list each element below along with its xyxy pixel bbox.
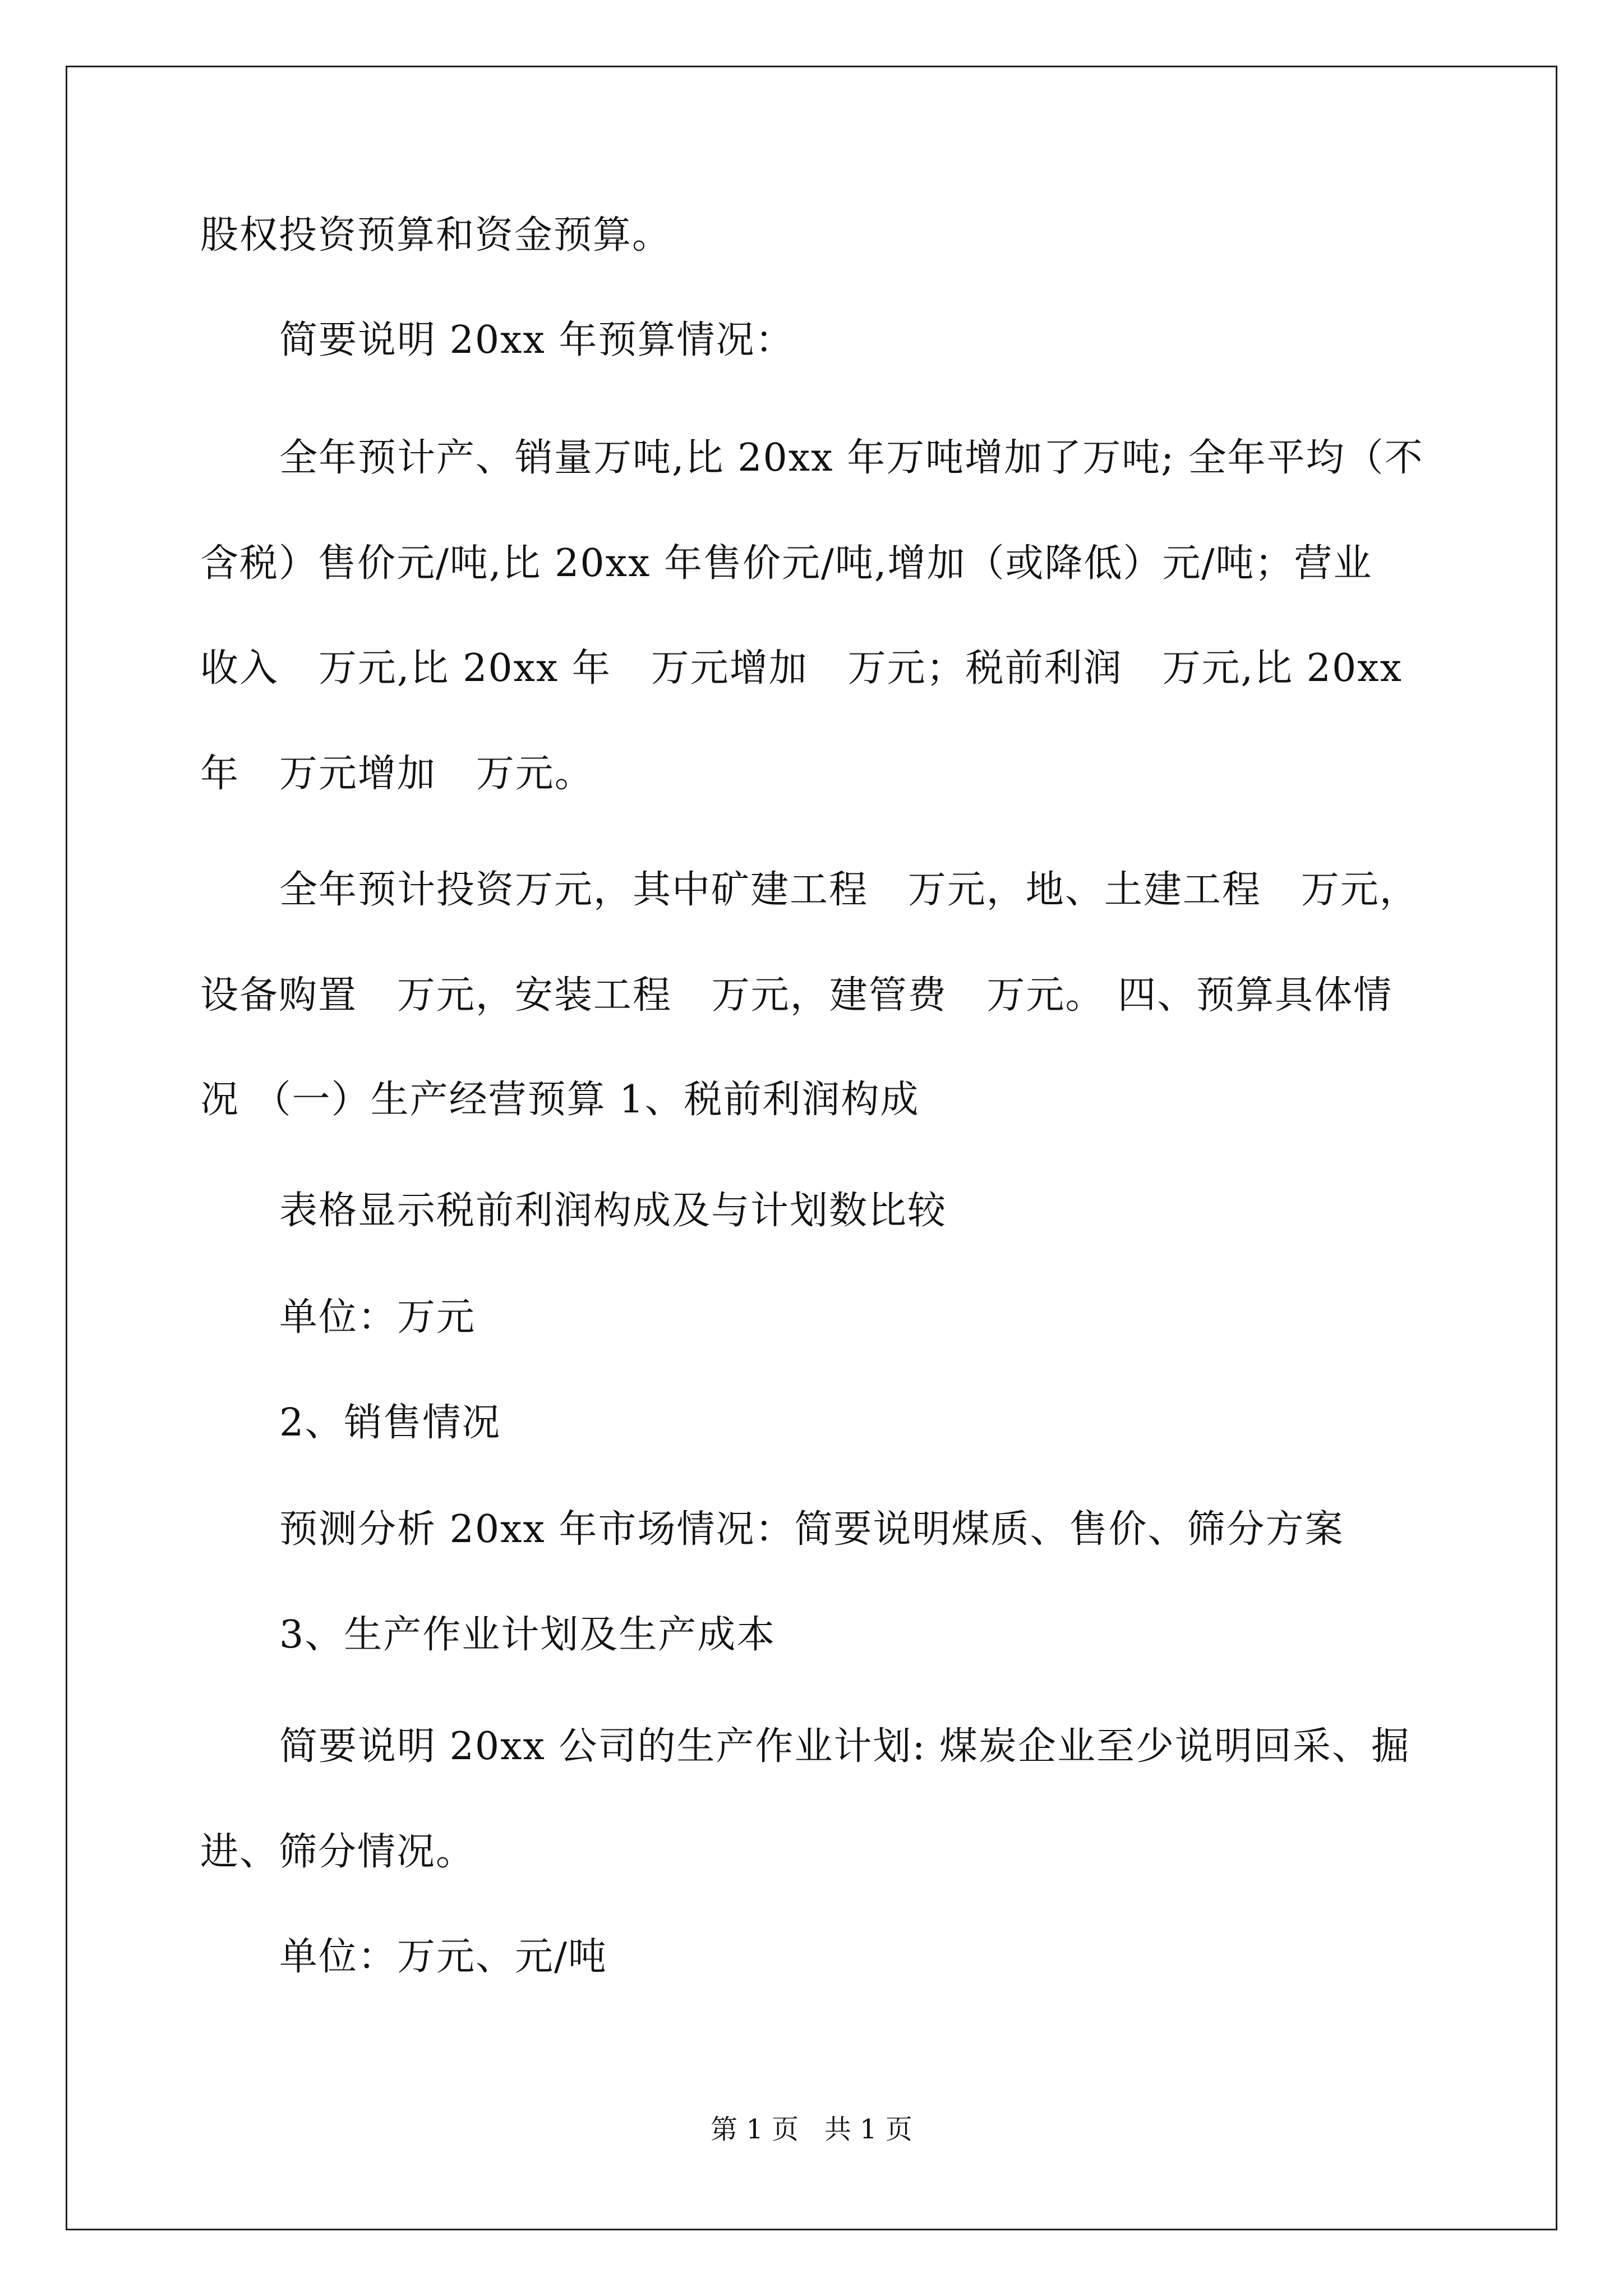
page-border: [66, 66, 1557, 2230]
paragraph-line: 简要说明 20xx 公司的生产作业计划: 煤炭企业至少说明回采、掘: [279, 1724, 1410, 1769]
paragraph-line: 年 万元增加 万元。: [200, 752, 594, 796]
paragraph-line: 2、销售情况: [279, 1401, 501, 1445]
paragraph-line: 单位：万元: [279, 1295, 476, 1340]
paragraph-line: 况 （一）生产经营预算 1、税前利润构成: [200, 1078, 920, 1122]
paragraph-line: 设备购置 万元，安装工程 万元，建管费 万元。 四、预算具体情: [200, 973, 1393, 1018]
paragraph-line: 预测分析 20xx 年市场情况：简要说明煤质、售价、筛分方案: [279, 1507, 1344, 1552]
paragraph-line: 股权投资预算和资金预算。: [200, 213, 672, 257]
page-number-footer: 第 1 页 共 1 页: [711, 2114, 912, 2145]
paragraph-line: 单位：万元、元/吨: [279, 1935, 607, 1979]
paragraph-line: 全年预计投资万元，其中矿建工程 万元，地、土建工程 万元，: [279, 868, 1419, 912]
paragraph-line: 进、筛分情况。: [200, 1830, 476, 1874]
paragraph-line: 含税）售价元/吨,比 20xx 年售价元/吨,增加（或降低）元/吨；营业: [200, 541, 1373, 586]
paragraph-line: 简要说明 20xx 年预算情况：: [279, 318, 795, 362]
paragraph-line: 收入 万元,比 20xx 年 万元增加 万元；税前利润 万元,比 20xx: [200, 646, 1403, 691]
paragraph-line: 全年预计产、销量万吨,比 20xx 年万吨增加了万吨; 全年平均（不: [279, 436, 1424, 480]
paragraph-line: 3、生产作业计划及生产成本: [279, 1613, 776, 1657]
paragraph-line: 表格显示税前利润构成及与计划数比较: [279, 1189, 947, 1233]
